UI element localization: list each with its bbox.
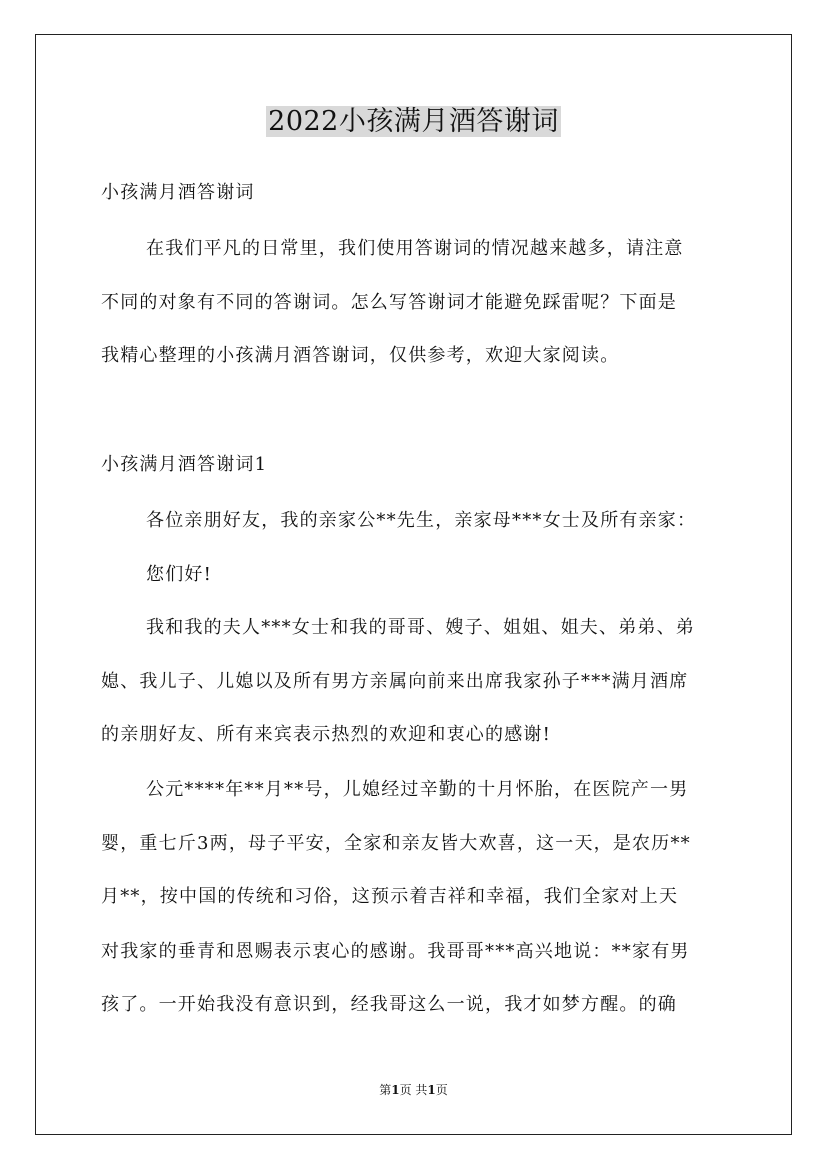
intro-line: 不同的对象有不同的答谢词。怎么写答谢词才能避免踩雷呢？下面是 [101,292,677,313]
body-line: 孩了。一开始我没有意识到，经我哥这么一说，我才如梦方醒。的确 [101,994,677,1015]
body-line: 媳、我儿子、儿媳以及所有男方亲属向前来出席我家孙子***满月酒席 [101,671,689,692]
page-mid: 页 共 [399,1083,428,1097]
intro-line: 在我们平凡的日常里，我们使用答谢词的情况越来越多，请注意 [146,238,684,259]
section-title: 小孩满月酒答谢词1 [101,454,268,475]
page-footer [0,1080,827,1100]
body-line: 月**，按中国的传统和习俗，这预示着吉祥和幸福，我们全家对上天 [101,886,679,907]
intro-line: 我精心整理的小孩满月酒答谢词，仅供参考，欢迎大家阅读。 [101,345,620,366]
body-line: 公元****年**月**号，儿媳经过辛勤的十月怀胎，在医院产一男 [146,779,689,800]
body-line: 我和我的夫人***女士和我的哥哥、嫂子、姐姐、姐夫、弟弟、弟 [146,617,695,638]
body-line: 您们好! [146,564,213,585]
subtitle: 小孩满月酒答谢词 [101,182,255,203]
page-prefix: 第 [379,1083,392,1097]
page-total: 1 [427,1083,436,1097]
body-line: 婴，重七斤3两，母子平安，全家和亲友皆大欢喜，这一天，是农历** [101,833,691,854]
body-line: 各位亲朋好友，我的亲家公**先生，亲家母***女士及所有亲家： [146,510,697,531]
body-line: 的亲朋好友、所有来宾表示热烈的欢迎和衷心的感谢! [101,724,552,745]
body-line: 对我家的垂青和恩赐表示衷心的感谢。我哥哥***高兴地说：**家有男 [101,941,690,962]
document-title [0,100,827,144]
page-current: 1 [391,1083,400,1097]
document-title-text: 2022小孩满月酒答谢词 [268,106,559,137]
page-suffix: 页 [435,1083,448,1097]
